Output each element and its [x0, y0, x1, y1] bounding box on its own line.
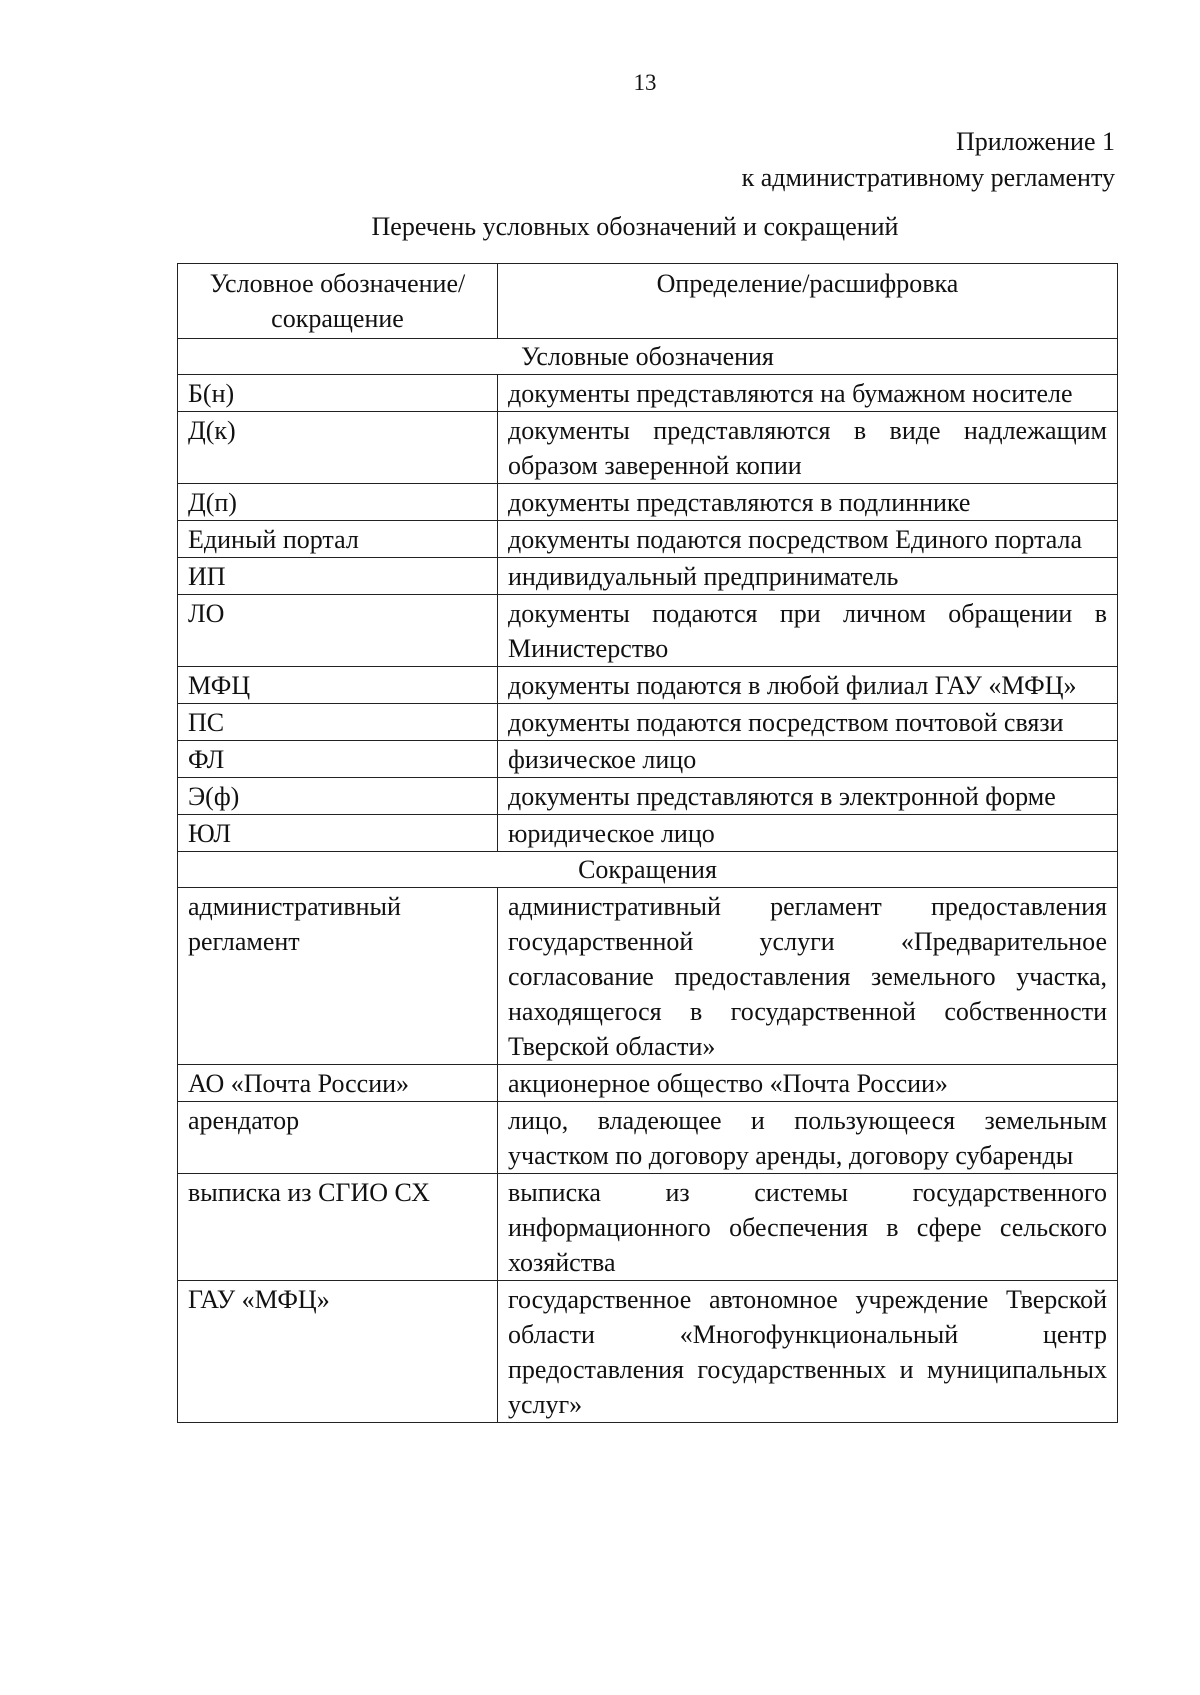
definition-cell: документы подаются при личном обращении в Министерство	[498, 595, 1118, 667]
header-term: Условное обозначение/сокращение	[178, 264, 498, 339]
table-row	[178, 1102, 1118, 1174]
term-cell: ИП	[178, 558, 498, 595]
definition-cell: документы представляются в подлиннике	[498, 484, 1118, 521]
table-row	[178, 1065, 1118, 1102]
abbreviations-table	[177, 263, 1118, 1423]
definition-cell: документы подаются в любой филиал ГАУ «МФЦ»	[498, 667, 1118, 704]
definition-cell: юридическое лицо	[498, 815, 1118, 852]
table-row	[178, 667, 1118, 704]
table-row	[178, 484, 1118, 521]
term-cell: административный регламент	[178, 888, 498, 1065]
term-cell: ЛО	[178, 595, 498, 667]
definition-cell: физическое лицо	[498, 741, 1118, 778]
section-row	[178, 339, 1118, 375]
table-row	[178, 888, 1118, 1065]
definition-cell: документы представляются в виде надлежащим образом заверенной копии	[498, 412, 1118, 484]
header-definition: Определение/расшифровка	[498, 264, 1118, 339]
table-row	[178, 375, 1118, 412]
term-cell: Д(п)	[178, 484, 498, 521]
term-cell: Единый портал	[178, 521, 498, 558]
term-cell: ГАУ «МФЦ»	[178, 1281, 498, 1423]
definition-cell: документы представляются в электронной форме	[498, 778, 1118, 815]
section-abbreviations-title: Сокращения	[178, 852, 1118, 888]
table-header-row	[178, 264, 1118, 339]
term-cell: Б(н)	[178, 375, 498, 412]
term-cell: АО «Почта России»	[178, 1065, 498, 1102]
term-cell: ПС	[178, 704, 498, 741]
table-row	[178, 558, 1118, 595]
definition-cell: документы подаются посредством Единого портала	[498, 521, 1118, 558]
term-cell: выписка из СГИО СХ	[178, 1174, 498, 1281]
table-row	[178, 1174, 1118, 1281]
definition-cell: выписка из системы государственного информационного обеспечения в сфере сельского хозяйства	[498, 1174, 1118, 1281]
section-symbols-title: Условные обозначения	[178, 339, 1118, 375]
document-title: Перечень условных обозначений и сокращений	[371, 212, 899, 241]
definition-cell: лицо, владеющее и пользующееся земельным участком по договору аренды, договору субаренды	[498, 1102, 1118, 1174]
page-number: 13	[633, 70, 657, 95]
table-row	[178, 595, 1118, 667]
table-row	[178, 412, 1118, 484]
term-cell: Д(к)	[178, 412, 498, 484]
table-row	[178, 1281, 1118, 1423]
definition-cell: документы подаются посредством почтовой связи	[498, 704, 1118, 741]
definition-cell: государственное автономное учреждение Тверской области «Многофункциональный центр предоставления государственных и муниципальных услуг»	[498, 1281, 1118, 1423]
term-cell: Э(ф)	[178, 778, 498, 815]
appendix-line-1: Приложение 1	[955, 127, 1115, 156]
term-cell: арендатор	[178, 1102, 498, 1174]
term-cell: ЮЛ	[178, 815, 498, 852]
table-row	[178, 815, 1118, 852]
section-row	[178, 852, 1118, 888]
definition-cell: акционерное общество «Почта России»	[498, 1065, 1118, 1102]
term-cell: МФЦ	[178, 667, 498, 704]
table-row	[178, 778, 1118, 815]
definition-cell: административный регламент предоставления государственной услуги «Предварительное согласование предоставления земельного участка, находящегося в государственной собственности Тверской области»	[498, 888, 1118, 1065]
definition-cell: индивидуальный предприниматель	[498, 558, 1118, 595]
table-row	[178, 704, 1118, 741]
definition-cell: документы представляются на бумажном носителе	[498, 375, 1118, 412]
appendix-note	[742, 124, 1115, 196]
term-cell: ФЛ	[178, 741, 498, 778]
appendix-line-2: к административному регламенту	[741, 163, 1115, 192]
table-row	[178, 741, 1118, 778]
table-row	[178, 521, 1118, 558]
